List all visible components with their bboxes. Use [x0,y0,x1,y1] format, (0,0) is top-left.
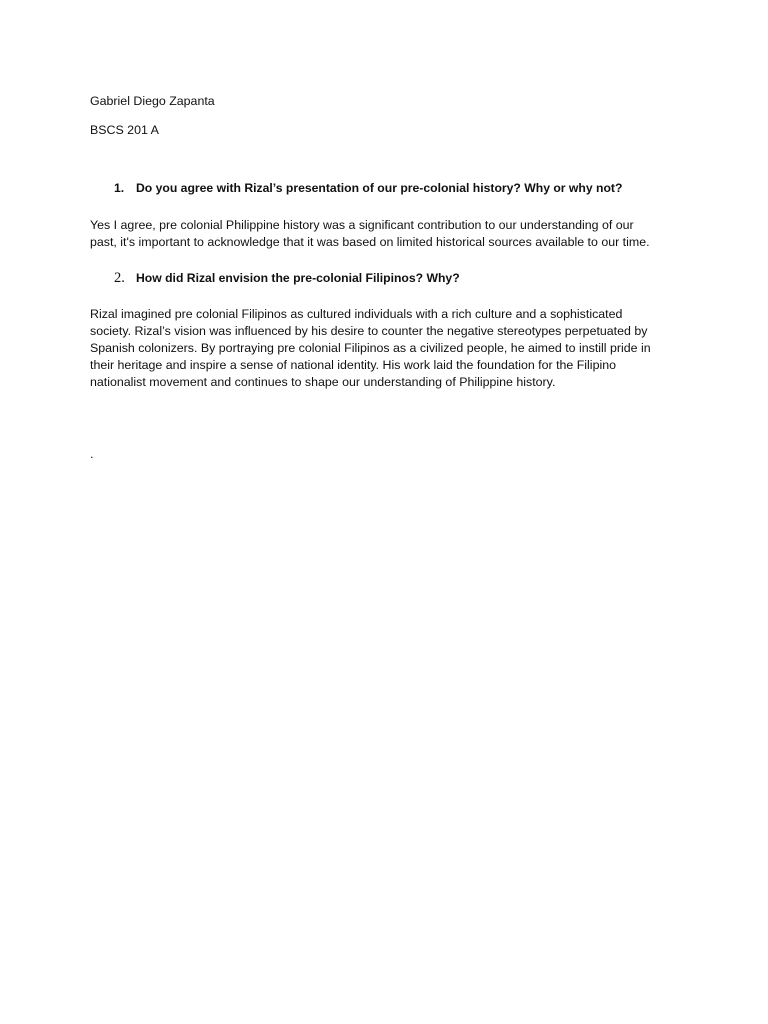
question-2-number: 2. [114,270,125,286]
answer-1-line: past, it's important to acknowledge that it was based on limited historical sources available to our time. [90,235,650,249]
question-2 [114,270,460,287]
author-name: Gabriel Diego Zapanta [90,94,215,108]
answer-2-line: society. Rizal’s vision was influenced by his desire to counter the negative stereotypes perpetuated by [90,324,648,338]
answer-2-line: Rizal imagined pre colonial Filipinos as cultured individuals with a rich culture and a sophisticated [90,307,623,321]
answer-1-line: Yes I agree, pre colonial Philippine history was a significant contribution to our understanding of our [90,218,634,232]
answer-2-line: their heritage and inspire a sense of national identity. His work laid the foundation for the Filipino [90,358,616,372]
class-section: BSCS 201 A [90,123,159,137]
answer-2 [90,306,680,391]
question-1-text: Do you agree with Rizal’s presentation of our pre-colonial history? Why or why not? [136,181,623,195]
answer-2-line: nationalist movement and continues to shape our understanding of Philippine history. [90,375,556,389]
question-1 [114,180,622,197]
question-1-number: 1. [114,181,125,195]
trailing-period: . [90,447,94,461]
answer-2-line: Spanish colonizers. By portraying pre colonial Filipinos as a civilized people, he aimed to instill pride in [90,341,651,355]
answer-1 [90,217,680,251]
question-2-text: How did Rizal envision the pre-colonial Filipinos? Why? [136,271,460,285]
